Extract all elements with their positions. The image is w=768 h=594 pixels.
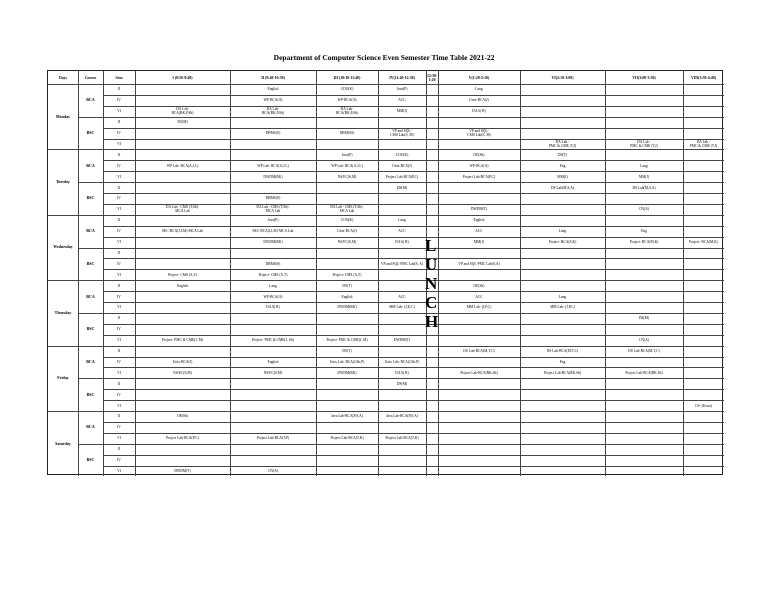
timetable-entry: WP Lab- BCA(A,J,L) xyxy=(257,163,289,168)
timetable-entry: DA Lab - CMS (T,Sh)- MCA Lab xyxy=(165,205,200,214)
sem-label: IV xyxy=(117,131,121,136)
lunch-letter: U xyxy=(425,255,438,274)
sem-label: IV xyxy=(117,229,121,234)
header-p8: VIII(3:50-4:40) xyxy=(691,75,716,80)
sem-label: IV xyxy=(117,327,121,332)
timetable-entry: Java Lab-BCA(P,S,A) xyxy=(331,414,363,419)
lunch-letter: H xyxy=(425,312,439,331)
timetable-entry: Java(P) xyxy=(267,218,279,223)
day-label: Wednesday xyxy=(53,244,73,250)
timetable-entry: Project Lab-BCA(T,K) xyxy=(330,436,364,441)
timetable-entry: Project Lab-BCA(P,C) xyxy=(166,436,199,441)
timetable-entry: ACC xyxy=(475,294,483,299)
timetable-entry: MM(J) xyxy=(638,174,650,179)
timetable-entry: VP and SQL-PMC Lab(S,A) xyxy=(458,261,500,266)
header-p7: VII(3:00-3:50) xyxy=(632,75,656,80)
timetable-entry: Project Lab-BCA(RK,Sh) xyxy=(460,370,498,375)
course-divider xyxy=(78,248,724,249)
sem-label: VI xyxy=(117,468,121,473)
timetable-entry: WP Lab- BCA(A,J,L) xyxy=(331,163,363,168)
timetable-entry: ACC xyxy=(398,98,406,103)
timetable-entry: DS Lab(M,S,A) xyxy=(632,185,656,190)
sem-label: IV xyxy=(117,294,121,299)
timetable-entry: DA Lab- BCA(RK,P,Sh) xyxy=(171,107,194,116)
sem-label: II xyxy=(117,447,121,452)
timetable-entry: Project- CMS (A,T) xyxy=(258,272,288,277)
timetable-entry: Project Lab-BCA(T,P) xyxy=(256,436,290,441)
timetable-entry: CN(A) xyxy=(639,207,649,212)
timetable-entry: Project- BCA(M,K) xyxy=(629,240,659,245)
course-label: BCA xyxy=(86,293,95,299)
timetable-entry: COO(K) xyxy=(340,87,354,92)
timetable-entry: Lang xyxy=(558,294,567,299)
timetable-entry: Project- CMS (A,T) xyxy=(332,272,362,277)
timetable-entry: DS Lab-BCA(M,T,C) xyxy=(463,349,495,354)
course-label: BCA xyxy=(86,97,95,103)
day-label: Friday xyxy=(57,375,69,381)
header-p6: VI(2:10-3:00) xyxy=(551,75,574,80)
header-p3: III (10:30-11:40) xyxy=(333,75,361,80)
timetable-entry: VP and SQL- CMS Lab(S, M) xyxy=(390,129,414,138)
column-divider xyxy=(683,71,684,476)
sem-label: II xyxy=(117,250,121,255)
timetable-entry: COO(K) xyxy=(395,152,409,157)
timetable-entry: WP-BCA(A) xyxy=(263,98,283,103)
row-divider xyxy=(103,193,724,194)
timetable-entry: DA Lab - PMC & CME (T,J) xyxy=(689,139,718,148)
timetable-entry: Java(P) xyxy=(396,87,408,92)
timetable-entry: DS(T) xyxy=(342,349,352,354)
timetable-entry: Lang xyxy=(640,163,648,168)
timetable-grid xyxy=(47,70,723,475)
timetable-entry: DA Lab - CMS (T,Sh)- MCA Lab xyxy=(330,205,364,214)
timetable-entry: OE(Sh) xyxy=(473,152,485,157)
timetable-entry: CN(A) xyxy=(639,338,649,343)
sem-label: VI xyxy=(117,141,121,146)
column-divider xyxy=(520,71,521,476)
timetable-entry: CS- (Extra) xyxy=(695,403,712,408)
timetable-entry: Project Lab-BCA(P,C) xyxy=(385,174,419,179)
sem-label: IV xyxy=(117,163,121,168)
timetable-entry: Project- PMC & CME(J, M) xyxy=(326,338,368,343)
timetable-entry: DS(T) xyxy=(342,283,352,288)
sem-label: II xyxy=(117,218,121,223)
timetable-entry: DWDM(RK) xyxy=(337,305,357,310)
timetable-entry: OE(Sh) xyxy=(473,283,485,288)
timetable-entry: Java(P) xyxy=(341,152,353,157)
timetable-entry: DAA( R) xyxy=(395,370,409,375)
row-divider xyxy=(103,389,724,390)
header-p2: II (9:40-10:30) xyxy=(261,75,285,80)
timetable-entry: CN(A) xyxy=(268,468,278,473)
timetable-entry: DS Lab-BCA(M,T,C) xyxy=(546,349,579,354)
timetable-entry: Project- BCA(S,K) xyxy=(548,240,577,245)
course-label: BSC xyxy=(86,260,95,266)
sem-label: II xyxy=(117,316,121,321)
sem-label: VI xyxy=(117,370,121,375)
timetable-entry: DS(M) xyxy=(396,381,408,386)
day-label: Monday xyxy=(55,113,71,119)
timetable-entry: Project Lab-BCA(T,K) xyxy=(385,436,419,441)
sem-label: IV xyxy=(117,261,121,266)
timetable-entry: DS(M) xyxy=(638,316,650,321)
column-divider xyxy=(605,71,606,476)
timetable-entry: Lang xyxy=(558,229,567,234)
timetable-entry: WP-BCA(A) xyxy=(337,98,357,103)
sem-label: VI xyxy=(117,174,121,179)
timetable-entry: DS(M) xyxy=(396,185,408,190)
sem-label: VI xyxy=(117,338,121,343)
course-label: BSC xyxy=(86,326,95,332)
timetable-entry: DBMS(S) xyxy=(339,131,355,136)
timetable-entry: MM Lab- (J,K,C) xyxy=(389,305,415,310)
timetable-entry: DWDM(RK) xyxy=(263,240,283,245)
course-label: BSC xyxy=(86,457,95,463)
course-label: BSC xyxy=(86,195,95,201)
timetable-entry: DBMS(S) xyxy=(265,261,281,266)
sem-label: II xyxy=(117,87,121,92)
sem-label: IV xyxy=(117,98,121,103)
row-divider xyxy=(103,400,724,401)
timetable-entry: Lang xyxy=(475,87,483,92)
course-label: BCA xyxy=(86,424,95,430)
timetable-entry: DA Lab - PMC & CME (T,J) xyxy=(630,139,658,148)
timetable-entry: DA Lab- BCA(RK,P,Sh) xyxy=(336,107,358,116)
course-label: BSC xyxy=(86,130,95,136)
header-sem: Sem xyxy=(115,75,123,80)
timetable-entry: MM(J) xyxy=(396,109,408,114)
header-p5: V(1:20-2:10) xyxy=(468,75,490,80)
timetable-entry: NS/EC(S,M) xyxy=(173,370,192,375)
timetable-entry: DS Lab-BCA(M,T,C) xyxy=(628,349,660,354)
sem-label: IV xyxy=(117,458,121,463)
timetable-entry: DAA( R) xyxy=(472,109,486,114)
header-p1: I (8:50-9:40) xyxy=(172,75,193,80)
timetable-entry: English xyxy=(473,218,485,223)
timetable-entry: OE(Sh) xyxy=(177,414,188,419)
timetable-entry: WP Lab- BCA(A,J,L) xyxy=(166,163,199,168)
timetable-entry: DBMS(S) xyxy=(265,131,281,136)
page-title: Department of Computer Science Even Semester Time Table 2021-22 xyxy=(273,53,495,62)
timetable-entry: Eng xyxy=(559,163,566,168)
timetable-entry: Unix-BCA(J) xyxy=(172,359,193,364)
sem-label: II xyxy=(117,349,121,354)
row-divider xyxy=(103,324,724,325)
sem-label: II xyxy=(117,381,121,386)
sem-label: IV xyxy=(117,359,121,364)
timetable-entry: DA Lab - CMS (T,Sh)- MCA Lab xyxy=(256,205,290,214)
timetable-entry: English xyxy=(177,283,188,288)
timetable-entry: ACC xyxy=(475,229,483,234)
day-label: Thursday xyxy=(54,309,72,315)
timetable-entry: Project Lab-BCA(RK,Sh) xyxy=(625,370,663,375)
timetable-entry: COO(K) xyxy=(340,218,354,223)
row-divider xyxy=(103,455,724,456)
sem-label: II xyxy=(117,120,121,125)
sem-label: VI xyxy=(117,109,121,114)
timetable-entry: MM Lab- (J,P,C) xyxy=(466,305,492,310)
day-label: Saturday xyxy=(55,440,71,446)
timetable-entry: Unix-BCA(J) xyxy=(469,98,489,103)
timetable-entry: DAA( R) xyxy=(395,240,409,245)
timetable-entry: Project- PMC & CME(J, M) xyxy=(161,338,204,343)
timetable-entry: Eng xyxy=(559,359,566,364)
timetable-entry: DS(M) xyxy=(177,120,188,125)
sem-label: IV xyxy=(117,425,121,430)
course-divider xyxy=(78,444,724,445)
timetable-entry: NS/EC(S,M) xyxy=(263,370,283,375)
timetable-entry: ACC xyxy=(398,294,406,299)
timetable-entry: DBMS(S) xyxy=(265,196,281,201)
timetable-entry: VP and SQL-PMC Lab(S, A) xyxy=(380,261,424,266)
day-label: Tuesday xyxy=(55,179,71,185)
timetable-entry: NS/EC(S,M) xyxy=(337,174,357,179)
timetable-entry: Unix Lab- BCA(J,Sh,P) xyxy=(329,359,365,364)
header-p4: IV(11:40-12:30) xyxy=(389,75,415,80)
timetable-entry: Project- CMS (A,T) xyxy=(168,272,197,277)
lunch-letter: C xyxy=(425,293,438,312)
timetable-entry: Project Lab-BCA(P,C) xyxy=(462,174,496,179)
sem-label: VI xyxy=(117,272,121,277)
timetable-entry: ACC xyxy=(398,229,406,234)
timetable-entry: DWDM(RK) xyxy=(337,370,357,375)
timetable-entry: Lang xyxy=(269,283,277,288)
timetable-entry: DAA( R) xyxy=(266,305,280,310)
timetable-entry: Unix-BCA(J) xyxy=(337,229,357,234)
timetable-entry: DWDM(RK) xyxy=(263,174,283,179)
sem-label: VI xyxy=(117,305,121,310)
timetable-entry: Lang xyxy=(398,218,406,223)
timetable-entry: English xyxy=(341,294,353,299)
timetable-entry: DWDM(T) xyxy=(470,207,488,212)
timetable-entry: WP-BCA(A) xyxy=(469,163,489,168)
row-divider xyxy=(103,422,724,423)
sem-label: II xyxy=(117,152,121,157)
timetable-entry: English xyxy=(267,87,279,92)
timetable-entry: SEC-BCA(J,LM)-MCA Lab xyxy=(252,229,294,234)
sem-label: IV xyxy=(117,392,121,397)
course-label: BCA xyxy=(86,358,95,364)
timetable-entry: SEC-BCA(J,LM)-MCA Lab xyxy=(162,229,203,234)
timetable-entry: MM(J) xyxy=(557,174,568,179)
timetable-entry: DS Lab(M,S,A) xyxy=(550,185,575,190)
sem-label: VI xyxy=(117,436,121,441)
course-label: BCA xyxy=(86,162,95,168)
timetable-entry: MM(J) xyxy=(473,240,485,245)
timetable-entry: DA Lab- BCA(RK,P,Sh) xyxy=(262,107,284,116)
timetable-entry: Project- BCA(M,K) xyxy=(689,240,718,245)
timetable-entry: DA Lab - PMC & CME (T,J) xyxy=(548,139,577,148)
timetable-entry: Unix Lab- BCA(J,Sh,P) xyxy=(384,359,420,364)
header-lunch: 12:30- 1:20 xyxy=(426,73,438,82)
timetable-entry: Unix-BCA(J) xyxy=(392,163,412,168)
sem-label: VI xyxy=(117,403,121,408)
timetable-entry: Project Lab-BCA(RK,Sh) xyxy=(543,370,582,375)
timetable-entry: DWDM(T) xyxy=(393,338,411,343)
timetable-entry: Eng xyxy=(641,229,647,234)
timetable-entry: Java Lab-BCA(P,S,A) xyxy=(386,414,418,419)
lunch-label xyxy=(425,236,439,331)
timetable-entry: VP and SQL- CMS Lab(S, M) xyxy=(467,129,491,138)
course-label: BCA xyxy=(86,228,95,234)
sem-label: II xyxy=(117,283,121,288)
sem-label: II xyxy=(117,185,121,190)
sem-label: IV xyxy=(117,196,121,201)
timetable-entry: English xyxy=(267,359,279,364)
timetable-entry: WP-BCA(A) xyxy=(263,294,283,299)
timetable-entry: DS(T) xyxy=(557,152,568,157)
lunch-letter: L xyxy=(425,236,437,255)
course-label: BSC xyxy=(86,391,95,397)
sem-label: VI xyxy=(117,240,121,245)
lunch-letter: N xyxy=(425,274,438,293)
sem-label: VI xyxy=(117,207,121,212)
timetable-entry: MM Lab- (J,P,C) xyxy=(550,305,575,310)
timetable-entry: NS/EC(S,M) xyxy=(337,240,357,245)
timetable-entry: DWDM(T) xyxy=(174,468,191,473)
header-course: Course xyxy=(84,75,97,80)
header-days: Days xyxy=(58,75,68,80)
timetable-entry: Project- PMC & CME(J, Sh) xyxy=(252,338,294,343)
sem-label: II xyxy=(117,414,121,419)
